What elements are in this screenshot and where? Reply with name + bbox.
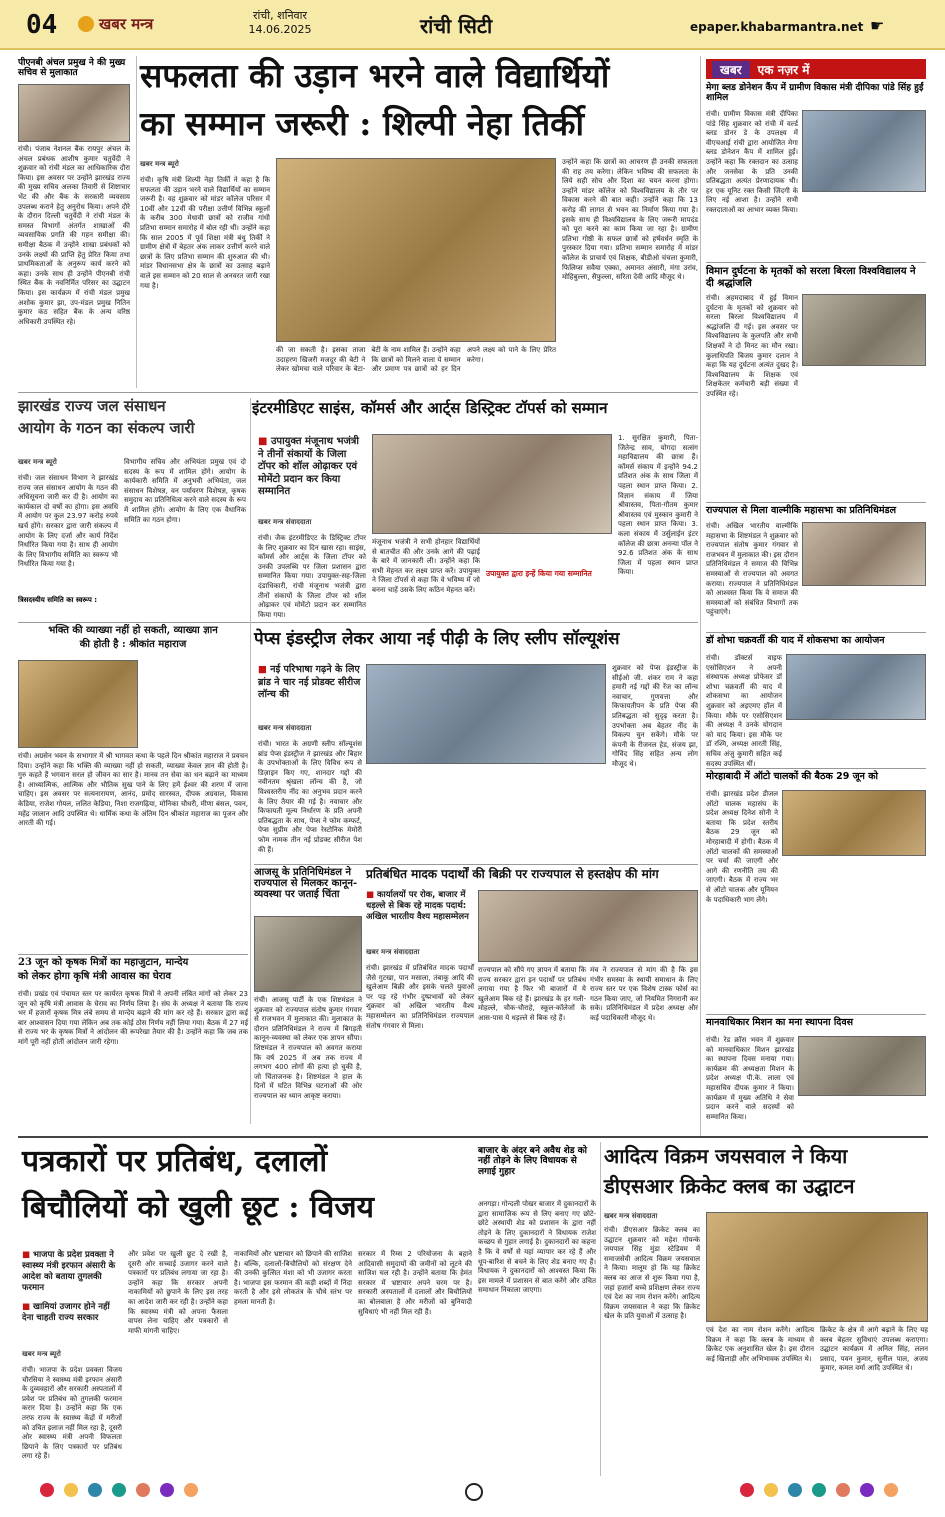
- patrakar-bullet-1-text: भाजपा के प्रदेश प्रवक्ता ने स्वास्थ्य मंत्री इरफान अंसारी के आदेश को बताया तुगलकी फरमान: [22, 1250, 116, 1293]
- main-byline: खबर मन्त्र ब्यूरो: [140, 160, 179, 168]
- patrakar-byline: खबर मन्त्र ब्यूरो: [22, 1350, 61, 1358]
- patrakar-headline-2: बिचौलियों को खुली छूट : विजय: [22, 1190, 375, 1225]
- color-mark: [788, 1483, 802, 1497]
- aditya-headline-1: आदित्य विक्रम जयसवाल ने किया: [604, 1144, 848, 1168]
- divider: [18, 1136, 928, 1138]
- toppers-byline: खबर मन्त्र संवाददाता: [258, 518, 312, 526]
- divider: [250, 398, 251, 1124]
- aditya-body-1: रांची। डीएसआर क्रिकेट क्लब का उद्घाटन शुक्रवार को महेश गोयन्के जयपाल सिंह मुंडा स्टेडियम में समाजसेवी आदित्य विक्रम जयसवाल ने किया। मालूम हो कि यह क्रिकेट क्लब का आज से शुरू किया गया है, जहां हजारों बच्चे प्रशिक्षण लेकर राज्य एवं देश का नाम रोशन करेंगे। आदित्य विक्रम जयसवाल ने कहा कि क्रिकेट खेल के प्रति युवाओं में उत्साह है।: [604, 1226, 700, 1321]
- left-brief-body: रांची। पंजाब नेशनल बैंक रायपुर अंचल के अंचल प्रबंधक आशीष कुमार चतुर्वेदी ने शुक्रवार को रांची मंडल का आधिकारिक दौरा किया। इस अवसर पर उन्होंने झारखंड राज्य की मुख्य सचिव अलका तिवारी से शिष्टाचार भेंट की और बैंक के सरकारी व्यवसाय उपलब्ध कराने हेतु अनुरोध किया। अपने दौरे के दौरान दिल्ली चतुर्वेदी ने रांची मंडल के समस्त विभागों अंतर्गत शाखाओं की व्यवसायिक प्रगति की गहन समीक्षा की। समीक्षा बैठक में उन्होंने शाखा प्रबंधकों को उनके लक्ष्यों की प्राप्ति हेतु प्रेरित किया तथा प्राथमिकताओं के अनुरूप कार्य करने को कहा। उनके साथ ही उन्होंने पीएनबी रांची स्थित बैंक के नवनिर्मित परिसर का उद्घाटन किया। इस कार्यक्रम में रांची मंडल प्रमुख अशोक कुमार झा, उप-मंडल प्रमुख नितिन कुमार कंठ सहित बैंक के अन्य वरिष्ठ अधिकारी उपस्थित रहे।: [18, 145, 130, 326]
- toppers-body-2: मंजूनाथ भजंत्री ने सभी होनहार विद्यार्थियों से बातचीत की और उनके आगे की पढ़ाई के बारे में जानकारी ली। उन्होंने कहा कि सभी मेहनत कर लक्ष्य प्राप्त करें। उपायुक्त ने जिला टॉपर्स से कहा कि वे भविष्य में जो बनना चाहें उसके लिए कठिन मेहनत करें।: [372, 538, 480, 594]
- pointer-icon: ☛: [870, 16, 885, 35]
- color-mark: [884, 1483, 898, 1497]
- krishak-body: रांची। प्रखंड एवं पंचायत स्तर पर कार्यरत कृषक मित्रों ने अपनी लंबित मांगों को लेकर 23 जून को कृषि मंत्री आवास के घेराव का निर्णय लिया है। संघ के अध्यक्ष ने बताया कि राज्य भर में हजारों कृषक मित्र लंबे समय से मान्देय बढ़ाने की मांग कर रहे हैं। सरकार द्वारा कई बार आश्वासन दिया गया लेकिन अब तक कोई ठोस निर्णय नहीं लिया गया। बैठक में 27 मई से राज्य भर के कृषक मित्रों ने आंदोलन की रूपरेखा तैयार की है। उन्होंने कहा कि जब तक मांगें पूरी नहीं होतीं आंदोलन जारी रहेगा।: [18, 990, 248, 1046]
- ek-nazar-label: एक नज़र में: [757, 63, 810, 77]
- pepps-body-1b: [366, 768, 606, 858]
- auto-body: रांची। झारखंड प्रदेश डीजल ऑटो चालक महासंघ के प्रदेश अध्यक्ष दिनेश सोनी ने बताया कि प्रदेश स्तरीय बैठक 29 जून को मोरहाबादी में होगी। बैठक में ऑटो चालकों की समस्याओं पर चर्चा की जाएगी और आगे की रणनीति तय की जाएगी। बैठक में राज्य भर से ऑटो चालक और यूनियन के पदाधिकारी भाग लेंगे।: [706, 790, 778, 904]
- divider: [706, 262, 926, 263]
- bhakti-body-lead: [142, 660, 248, 748]
- vimaan-body-2: [706, 372, 926, 496]
- brand-logo: [78, 14, 153, 34]
- auto-headline: मोरहाबादी में ऑटो चालकों की बैठक 29 जून को: [706, 771, 879, 782]
- aditya-byline: खबर मन्त्र संवाददाता: [604, 1212, 658, 1220]
- main-col1: रांची। कृषि मंत्री शिल्पी नेहा तिर्की ने कहा है कि सफलता की उड़ान भरने वाले विद्यार्थियों का सम्मान जरूरी है। वह शुक्रवार को मांडर कॉलेज परिसर में 10वीं और 12वीं की परीक्षा उत्तीर्ण विभिन्न स्कूलों के करीब 300 मेधावी छात्रों को राजीव गांधी प्रतिभा सम्मान समारोह में बोल रही थीं। उन्होंने कहा कि साल 2005 में पूर्व शिक्षा मंत्री बंधु तिर्की ने ग्रामीण क्षेत्रों में बेहतर अंक लाकर उत्तीर्ण करने वाले छात्रों के लिए प्रतिभा सम्मान की शुरुआत की थी। मांडर विधानसभा क्षेत्र के छात्रों का उत्साह बढ़ाने वाले इस सम्मान को 20 साल से अनवरत जारी रखा गया है।: [140, 176, 270, 290]
- auto-photo: [782, 790, 926, 856]
- section-title: रांची सिटी: [420, 14, 493, 38]
- color-mark: [64, 1483, 78, 1497]
- bhakti-headline-2: की होती है : श्रीकांत महाराज: [79, 639, 187, 650]
- patrakar-bullet-1: ■ भाजपा के प्रदेश प्रवक्ता ने स्वास्थ्य मंत्री इरफान अंसारी के आदेश को बताया तुगलकी फरमान: [22, 1250, 116, 1293]
- divider: [706, 632, 926, 633]
- color-mark: [136, 1483, 150, 1497]
- pepps-headline: पेप्स इंडस्ट्रीज लेकर आया नई पीढ़ी के लिए स्लीप सॉल्यूशंस: [254, 629, 620, 649]
- divider: [706, 768, 926, 769]
- patrakar-body-4: सरकार में रिम्स 2 परियोजना के बहाने आदिवासी समुदायों की जमीनों को लूटने की साजिश चल रही है। उन्होंने बताया कि हेमंत सरकार में भ्रष्टाचार अपने चरम पर है। सरकारी अस्पतालों में दलालों और बिचौलियों का बोलबाला है और मरीजों को बुनियादी सुविधाएं भी नहीं मिल रही हैं।: [358, 1250, 472, 1316]
- madak-callout-text: कार्यालयों पर रोक, बाजार में धड़ल्ले से बिक रहे मादक पदार्थ: अखिल भारतीय वैश्य महासम्मेलन: [366, 890, 469, 922]
- bazar-headline: बाजार के अंदर बने अवैध शेड को नहीं तोड़ने के लिए विधायक से लगाई गुहार: [478, 1146, 587, 1177]
- vimaan-body: रांची। अहमदाबाद में हुई विमान दुर्घटना के मृतकों को शुक्रवार को सरला बिरला विश्वविद्यालय में श्रद्धांजलि दी गई। इस अवसर पर विश्वविद्यालय के कुलपति और सभी शिक्षकों ने दो मिनट का मौन रखा। कुलाधिपति बिजय कुमार दलान ने कहा कि यह दुर्घटना अत्यंत दुखद है। विश्वविद्यालय के शिक्षक एवं शिक्षकेतर कर्मचारी बड़ी संख्या में उपस्थित रहे।: [706, 294, 798, 398]
- main-headline-1: सफलता की उड़ान भरने वाले विद्यार्थियों: [140, 56, 610, 95]
- logo-icon: [78, 16, 94, 32]
- pepps-byline: खबर मन्त्र संवाददाता: [258, 724, 312, 732]
- jal-body-2: विभागीय सचिव और अभियंता प्रमुख एवं दो सदस्य के रूप में शामिल होंगे। आयोग के कार्यकारी समिति में अनुभवी अभियंता, जल संसाधन विशेषज्ञ, वन पर्यावरण विशेषज्ञ, कृषक समुदाय का प्रतिनिधित्व करने वाले सदस्य के रूप में शामिल होंगे। आयोग के लिए एक वैधानिक समिति का गठन होगा।: [124, 458, 246, 524]
- madak-body-3: मंच ने राज्यपाल से मांग की है कि इस गंभीर समस्या के स्थायी समाधान के लिए राज्य स्तर पर एक विशेष टास्क फोर्स का गठन किया जाए, जो नियमित निगरानी कर सके। प्रतिनिधिमंडल में प्रदेश अध्यक्ष और कई पदाधिकारी मौजूद थे।: [590, 966, 698, 1022]
- shobha-body: रांची। डॉक्टर्स वाइफ एसोसिएशन ने अपनी संस्थापक अध्यक्ष प्रोफेसर डॉ शोभा चक्रवर्ती की याद में शोकसभा का आयोजन शुक्रवार को अइएमए हॉल में किया। मौके पर एसोसिएशन की अध्यक्ष ने उनके योगदान को याद किया। इस मौके पर डॉ रश्मि, अध्यक्ष आरती सिंह, सचिव अंजु कुमारी सहित कई सदस्य उपस्थित थीं।: [706, 654, 782, 768]
- aditya-photo: [706, 1212, 928, 1322]
- divider: [706, 1014, 926, 1015]
- page-number: 04: [26, 10, 58, 40]
- madak-headline: प्रतिबंधित मादक पदार्थों की बिक्री पर राज्यपाल से हस्तक्षेप की मांग: [366, 867, 659, 881]
- toppers-body-1: रांची। जैक इंटरमीडिएट के डिस्ट्रिक्ट टॉपर के लिए शुक्रवार का दिन खास रहा। साइंस, कॉमर्स और आर्ट्स के जिला टॉपर को उनकी उपलब्धि पर जिला प्रशासन द्वारा सम्मानित किया गया। उपायुक्त-सह-जिला दंडाधिकारी, रांची मंजूनाथ भजंत्री द्वारा तीनों संकायों के जिला टॉपर को शॉल ओढ़ाकर एवं मोमेंटो प्रदान कर सम्मानित किया गया।: [258, 534, 366, 619]
- krishak-headline-1: 23 जून को कृषक मित्रों का महाजुटान, मान्देय: [18, 957, 189, 968]
- pepps-callout: ■ नई परिभाषा गढ़ने के लिए ब्रांड ने चार नई प्रोडक्ट सीरीज लॉन्च की: [258, 664, 361, 700]
- shobha-photo: [786, 654, 926, 720]
- brand-name: खबर मन्त्र: [99, 15, 154, 33]
- divider: [18, 392, 698, 393]
- manav-photo: [798, 1036, 926, 1096]
- toppers-headline: इंटरमीडिएट साइंस, कॉमर्स और आर्ट्स डिस्ट्रिक्ट टॉपर्स को सम्मान: [252, 399, 608, 417]
- color-mark: [740, 1483, 754, 1497]
- jal-subhead: त्रिसदस्यीय समिति का स्वरूप :: [18, 596, 98, 604]
- bhakti-body: रांची। अग्रसेन भवन के सभागार में श्री भागवत कथा के पहले दिन श्रीकांत महाराज ने प्रवचन दिया। उन्होंने कहा कि भक्ति की व्याख्या नहीं हो सकती, व्याख्या केवल ज्ञान की होती है। गुरु कहते हैं भगवान सरल हो जीवन का सार है। मानव तन सेवा का धन बढ़ाने का माध्यम है। आध्यात्मिक, आत्मिक और भौतिक सुख पाने के लिए हमें ईश्वर की शरण में जाना चाहिए। इस अवसर पर सत्यनारायण, आनंद, प्रमोद सारस्वत, दीपक अग्रवाल, विकास केडिया, राजेश गोयल, ललित केडिया, निशा राजगढ़िया, मोनिका चौधरी, मीणा बंसल, पवन, महेंद्र जालान आदि उपस्थित थे। धार्मिक कथा के अंतिम दिन श्रीकांत महाराज का पूजन और आरती की गई।: [18, 752, 248, 828]
- vimaan-headline: विमान दुर्घटना के मृतकों को सरला बिरला विश्वविद्यालय ने दी श्रद्धांजलि: [706, 266, 916, 289]
- left-brief-photo: [18, 84, 130, 142]
- divider: [700, 56, 701, 1136]
- registration-target-icon: [465, 1483, 483, 1501]
- divider: [18, 622, 698, 623]
- madak-body-2: राज्यपाल को सौंपे गए ज्ञापन में बताया कि राज्य सरकार द्वारा इन पदार्थों पर प्रतिबंध लगाया गया है फिर भी बाजारों में ये खुलेआम बिक रहे हैं। झारखंड के हर गली-मोहल्ले, चौक-चौराहे, स्कूल-कॉलेजों के आस-पास ये धड़ल्ले से बिक रहे हैं।: [478, 966, 586, 1022]
- divider: [706, 502, 926, 503]
- patrakar-body-3: नाकामियों और भ्रष्टाचार को छिपाने की साजिश है। बल्कि, दलालों-बिचौलियों को संरक्षण देने की उनकी कुत्सित मंशा को भी उजागर करता है। भाजपा इस फरमान की कड़ी शब्दों में निंदा करती है और इसे लोकतंत्र के चौथे स्तंभ पर हमला मानती है।: [234, 1250, 352, 1306]
- divider: [254, 864, 698, 865]
- registration-strip: [40, 1480, 920, 1500]
- toppers-callout: ■ उपायुक्त मंजूनाथ भजंत्री ने तीनों संकायों के जिला टॉपर को शॉल ओढ़ाकर एवं मोमेंटो प्रदान कर किया सम्मानित: [258, 436, 360, 497]
- aditya-headline-2: डीएसआर क्रिकेट क्लब का उद्घाटन: [604, 1174, 855, 1198]
- aajsu-body: रांची। आजसू पार्टी के एक शिष्टमंडल ने शुक्रवार को राज्यपाल संतोष कुमार गंगवार से राजभवन में मुलाकात की। मुलाकात के दौरान प्रतिनिधिमंडल ने राज्य में बिगड़ती कानून-व्यवस्था को लेकर एक ज्ञापन सौंपा। शिष्टमंडल ने राज्यपाल को अवगत कराया कि वर्ष 2025 में अब तक राज्य में लगभग 400 लोगों की हत्या हो चुकी है, जो चिंताजनक है। शिष्टमंडल ने हाल के दिनों में घटित विभिन्न घटनाओं की ओर राज्यपाल का ध्यान आकृष्ट कराया।: [254, 996, 362, 1100]
- krishak-headline-2: को लेकर होगा कृषि मंत्री आवास का घेराव: [18, 971, 171, 982]
- left-brief-title: पीएनबी अंचल प्रमुख ने की मुख्य सचिव से मुलाकात: [18, 58, 126, 79]
- color-mark: [860, 1483, 874, 1497]
- dateline: [240, 9, 320, 37]
- pepps-body-1: रांची। भारत के अग्रणी स्लीप सॉल्यूशंस ब्रांड पेप्स इंडस्ट्रीज ने झारखंड और बिहार के उपभोक्ताओं के लिए विविध रूप से डिज़ाइन किए गए, शानदार गद्दों की नवीनतम श्रृंखला लॉन्च की है, जो विश्वस्तरीय नींद का अनुभव प्रदान करने के लिए तैयार की गई है। नवाचार और किफायती मूल्य निर्धारण के प्रति अपनी प्रतिबद्धता के साथ, पेप्स ने फोम कम्फर्ट, पेप्स सुप्रीम और पेप्स रेस्टोनिक मेमोरी फोम नामक तीन नई प्रोडक्ट सीरीज पेश की हैं।: [258, 740, 362, 854]
- madak-callout: ■ कार्यालयों पर रोक, बाजार में धड़ल्ले से बिक रहे मादक पदार्थ: अखिल भारतीय वैश्य महासम्मेलन: [366, 890, 469, 922]
- valmiki-headline: राज्यपाल से मिला वाल्मीकि महासभा का प्रतिनिधिमंडल: [706, 505, 897, 516]
- vimaan-photo: [802, 294, 926, 366]
- mega-body-1: रांची। ग्रामीण विकास मंत्री दीपिका पांडे सिंह शुक्रवार को रांची में वर्ल्ड ब्लड डोनर डे के उपलक्ष्य में वीएचआई रांची द्वारा आयोजित मेगा ब्लड डोनेशन कैंप में शामिल हुईं। उन्होंने कहा कि रक्तदान का उत्साह और जनसेवा के प्रति उनकी प्रतिबद्धता अत्यंत प्रेरणादायक थी। हर एक यूनिट रक्त किसी जिंदगी के लिए नई आशा है। उन्होंने सभी रक्तदाताओं का आभार व्यक्त किया।: [706, 110, 798, 214]
- toppers-photo: [372, 434, 612, 534]
- main-headline-2: का सम्मान जरूरी : शिल्पी नेहा तिर्की: [140, 104, 585, 143]
- madak-body-1: रांची। झारखंड में प्रतिबंधित मादक पदार्थों जैसे गुटखा, पान मसाला, तंबाकू आदि की खुलेआम बिक्री और इसके चलते युवाओं पर पड़ रहे गंभीर दुष्प्रभावों को लेकर शुक्रवार को अखिल भारतीय वैश्य महासम्मेलन का प्रतिनिधिमंडल राज्यपाल संतोष गंगवार से मिला।: [366, 964, 474, 1030]
- patrakar-headline-1: पत्रकारों पर प्रतिबंध, दलालों: [22, 1144, 328, 1179]
- mega-body-2: [706, 198, 926, 256]
- madak-byline: खबर मन्त्र संवाददाता: [366, 948, 420, 956]
- ek-nazar-badge: [706, 59, 926, 79]
- color-mark: [112, 1483, 126, 1497]
- color-mark: [88, 1483, 102, 1497]
- aajsu-headline: आजसू के प्रतिनिधिमंडल ने राज्यपाल से मिलकर कानून-व्यवस्था पर जताई चिंता: [254, 867, 358, 900]
- aajsu-photo: [254, 916, 362, 992]
- valmiki-body-2: [706, 588, 926, 628]
- bhakti-headline-1: भक्ति की व्याख्या नहीं हो सकती, व्याख्या ज्ञान: [48, 625, 218, 636]
- jal-byline: खबर मन्त्र ब्यूरो: [18, 458, 57, 466]
- valmiki-photo: [802, 522, 926, 586]
- color-mark: [812, 1483, 826, 1497]
- patrakar-body-2: और प्रवेश पर खुली छूट दे रखी है, दूसरी ओर सच्चाई उजागर करने वाले पत्रकारों पर प्रतिबंध लगाया जा रहा है। उन्होंने कहा कि सरकार अपनी नाकामियों को छुपाने के लिए इस तरह का आदेश जारी कर रही है। उन्होंने कहा कि स्वास्थ्य मंत्री को अपना फैसला वापस लेना चाहिए और पत्रकारों से माफी मांगनी चाहिए।: [128, 1250, 228, 1335]
- color-mark: [160, 1483, 174, 1497]
- pepps-callout-text: नई परिभाषा गढ़ने के लिए ब्रांड ने चार नई प्रोडक्ट सीरीज लॉन्च की: [258, 664, 361, 700]
- bhakti-photo: [18, 660, 138, 748]
- color-mark: [836, 1483, 850, 1497]
- manav-headline: मानवाधिकार मिशन का मना स्थापना दिवस: [706, 1017, 854, 1028]
- divider: [18, 954, 248, 955]
- madak-photo: [478, 890, 698, 962]
- patrakar-bullet-2-text: खामियां उजागर होने नहीं देना चाहती राज्य सरकार: [22, 1302, 110, 1323]
- jal-headline-2: आयोग के गठन का संकल्प जारी: [18, 419, 195, 437]
- jal-headline-1: झारखंड राज्य जल संसाधन: [18, 397, 166, 415]
- valmiki-body: रांची। अखिल भारतीय वाल्मीकि महासभा के शिष्टमंडल ने शुक्रवार को राज्यपाल संतोष कुमार गंगवार से राजभवन में मुलाकात की। इस दौरान प्रतिनिधिमंडल ने समाज की विभिन्न समस्याओं से राज्यपाल को अवगत कराया। राज्यपाल ने प्रतिनिधिमंडल को आश्वस्त किया कि वे समाज की समस्याओं को संबंधित विभागों तक पहुंचाएंगे।: [706, 522, 798, 617]
- aditya-body-3: क्रिकेट के क्षेत्र में आगे बढ़ाने के लिए यह क्लब बेहतर सुविधाएं उपलब्ध कराएगा। उद्घाटन कार्यक्रम में अनिल सिंह, ललन प्रसाद, पवन कुमार, सुनील पाल, अजय कुमार, कमल वर्मा आदि उपस्थित थे।: [820, 1326, 928, 1373]
- auto-body-2: [706, 862, 926, 1010]
- pepps-photo: [366, 664, 606, 764]
- toppers-body-3: 1. सुरक्षित कुमारी, पिता-जितेन्द्र साव, योगदा सत्संग महाविद्यालय की छात्रा हैं। कॉमर्स संकाय में इन्होंने 94.2 प्रतिशत अंक के साथ जिला में पहला स्थान प्राप्त किया। 2. विज्ञान संकाय में जिया श्रीवास्तव, पिता-गौतम कुमार श्रीवास्तव एवं मुस्कान कुमारी ने पहला स्थान प्राप्त किया। 3. कला संकाय में उर्सुलाईन इंटर कॉलेज की छात्रा अनन्या पॉल ने 92.6 प्रतिशत अंक के साथ जिला में पहला स्थान प्राप्त किया।: [618, 434, 698, 577]
- shobha-headline: डॉ शोभा चक्रवर्ती की याद में शोकसभा का आयोजन: [706, 635, 885, 646]
- color-mark: [40, 1483, 54, 1497]
- dateline-city-day: रांची, शनिवार: [252, 9, 308, 22]
- aditya-body-2: एवं देश का नाम रोशन करेंगे। आदित्य विक्रम ने कहा कि क्लब के माध्यम से क्रिकेट एक अनुशासित खेल है। इस दौरान कई खिलाड़ी और अभिभावक उपस्थित थे।: [706, 1326, 814, 1363]
- epaper-url[interactable]: epaper.khabarmantra.net: [690, 20, 864, 34]
- divider: [136, 56, 137, 388]
- patrakar-body-1: रांची। भाजपा के प्रदेश प्रवक्ता विजय चौरसिया ने स्वास्थ्य मंत्री इरफान अंसारी के दुव्यवहारों और सरकारी अस्पतालों में प्रवेश पर प्रतिबंध को तुगलकी फरमान करार दिया है। उन्होंने कहा कि एक तरफ राज्य के स्वास्थ्य केंद्रों में मरीजों को उचित इलाज नहीं मिल रहा है, दूसरी ओर स्वास्थ्य मंत्री अपनी विफलता छिपाने के लिए पत्रकारों पर प्रतिबंध लगा रहे हैं।: [22, 1366, 122, 1461]
- jal-body-1: रांची। जल संसाधन विभाग ने झारखंड राज्य जल संसाधन आयोग के गठन की अधिसूचना जारी कर दी है। आयोग का कार्यकाल दो वर्षों का होगा। इस अवधि में आयोग पर कुल 23.97 करोड़ रुपये खर्च होंगे। सरकार द्वारा जारी संकल्प में आयोग के लिए दर्जा और कार्य निर्देश निर्धारित किया गया है। साथ ही आयोग के लिए विभागीय समिति का स्वरूप भी निर्धारित किया गया है।: [18, 474, 118, 569]
- mega-photo: [802, 110, 926, 192]
- toppers-subhead: उपायुक्त द्वारा इन्हें किया गया सम्मानित: [486, 569, 592, 578]
- patrakar-bullet-2: ■ खामियां उजागर होने नहीं देना चाहती राज्य सरकार: [22, 1302, 110, 1323]
- mega-headline: मेगा ब्लड डोनेशन कैंप में ग्रामीण विकास मंत्री दीपिका पांडे सिंह हुईं शामिल: [706, 83, 924, 104]
- pepps-body-2: शुक्रवार को पेप्स इंडस्ट्रीज के सीईओ जी. शंकर राम ने कहा हमारी नई गद्दों की रेंज का लॉन्च नवाचार, गुणवत्ता और किफायतीपन के प्रति पेप्स की प्रतिबद्धता को सुदृढ़ करता है। उपभोक्ता अब बेहतर नींद के विकल्प चुन सकेंगे। मौके पर कंपनी के रीजनल हेड, संजय झा, गोविंद सिंह सहित अन्य लोग मौजूद थे।: [612, 664, 698, 768]
- ek-nazar-brand: खबर: [712, 61, 750, 78]
- color-mark: [764, 1483, 778, 1497]
- color-mark: [184, 1483, 198, 1497]
- main-col3: उन्होंने कहा कि छात्रों का आचरण ही उनकी सफलता की राह तय करेगा। लेकिन भविष्य की सफलता के लिये सही सोच और दिशा का चयन करना होगा। उन्होंने मांडर कॉलेज को विश्वविद्यालय के तौर पर विकास करने की बात कही। उन्होंने कहा कि 13 करोड़ की लागत से भवन का निर्माण किया गया है। इसके साथ ही विश्वविद्यालय के लिए जरूरी मापदंड को पूरा करने का काम किया जा रहा है। ग्रामीण प्रतिभा गोष्ठी के सफल छात्रों को हर्षवर्धन स्मृति के पुरस्कार दिया गया। प्रतिभा सम्मान समारोह में मांडर कॉलेज के प्राचार्य एवं शिक्षक, बीडीओ चंचला कुमारी, फिलिप्स सवैया एक्का, अमानत अंसारी, मंगा उरांव, मोहिबुल्ला, सैफुल्ला, सरिता देवी आदि मौजूद थे।: [562, 158, 698, 282]
- dateline-date: 14.06.2025: [248, 23, 312, 36]
- manav-body: रांची। रेड क्रॉस भवन में शुक्रवार को मानवाधिकार मिशन झारखंड का स्थापना दिवस मनाया गया। कार्यक्रम की अध्यक्षता मिशन के प्रदेश अध्यक्ष पी.के. लाला एवं महासचिव दीपक कुमार ने किया। कार्यक्रम में मुख्य अतिथि ने सेवा प्रदान करने वाले सदस्यों को सम्मानित किया।: [706, 1036, 794, 1121]
- main-photo: [276, 158, 556, 342]
- main-col2: की जा सकती है। इसका ताजा उदाहरण खिजरी मजदूर की बेटी ने लेकर खोमचा वाले परिवार के बेटा-बेटी के नाम शामिल हैं। उन्होंने कहा कि छात्रों को मिलने वाला ये सम्मान और प्रमाण पत्र छात्रों को हर दिन अपने लक्ष्य को पाने के लिए प्रेरित करेगा।: [276, 346, 556, 374]
- divider: [600, 1142, 601, 1476]
- toppers-callout-text: उपायुक्त मंजूनाथ भजंत्री ने तीनों संकायों के जिला टॉपर को शॉल ओढ़ाकर एवं मोमेंटो प्रदान कर किया सम्मानित: [258, 436, 360, 497]
- bazar-body: अनगड़ा। गोन्दली पोखर बाजार में दुकानदारों के द्वारा सामाजिक रूप से लिए बनाए गए छोटे-छोटे अस्थायी शेड को प्रशासन के द्वारा नहीं तोड़ने के लिए दुकानदारों ने विधायक राजेश कच्छप से गुहार लगाई है। दुकानदारों का कहना है कि वे वर्षों से यहां व्यापार कर रहे हैं और धूप-बारिश से बचने के लिए शेड बनाए गए हैं। विधायक ने दुकानदारों को आश्वस्त किया कि इस मामले में प्रशासन से बात करेंगे और उचित समाधान निकाला जाएगा।: [478, 1200, 596, 1295]
